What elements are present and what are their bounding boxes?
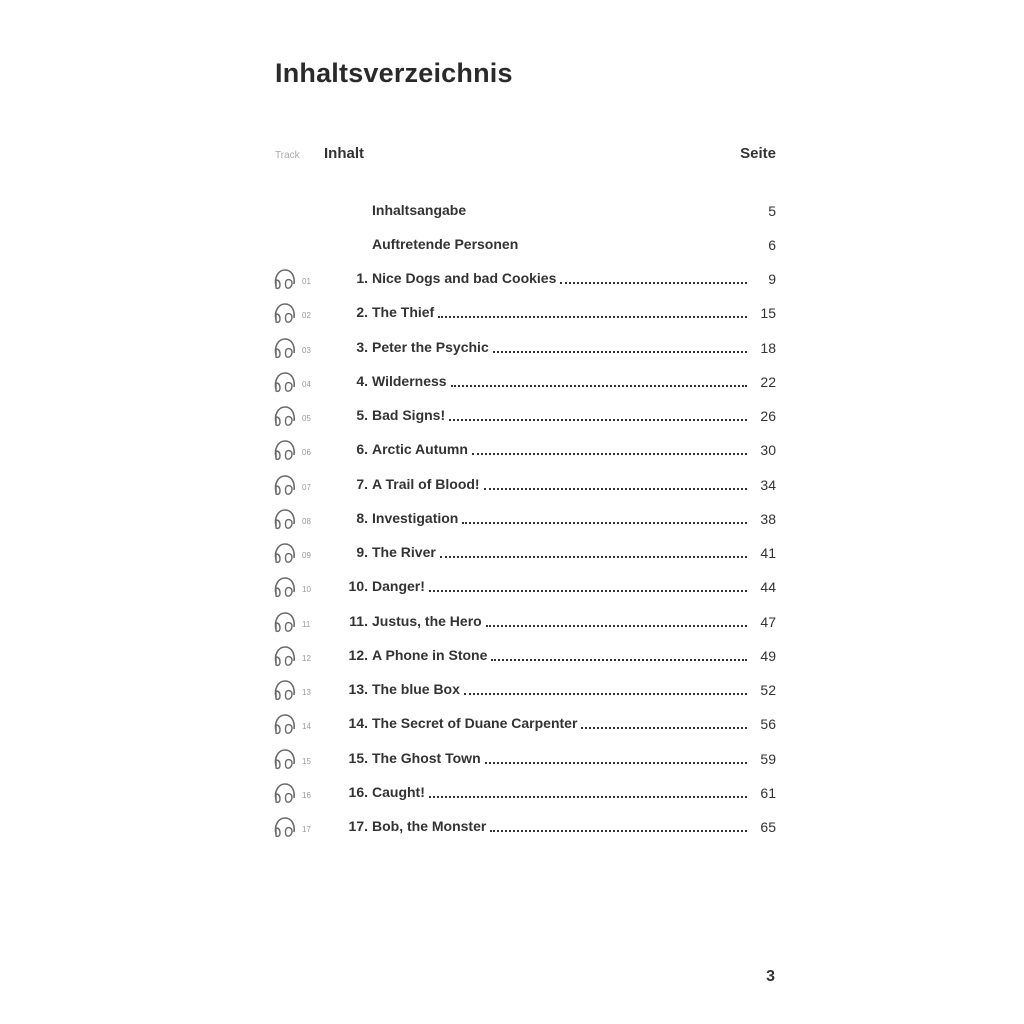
chapter-page: 52 — [760, 682, 776, 698]
chapter-number: 12. — [348, 647, 368, 663]
track-number: 04 — [302, 380, 311, 389]
track-number: 10 — [302, 585, 311, 594]
track-number: 11 — [302, 620, 311, 629]
toc-entry-page: 6 — [768, 237, 776, 253]
toc-chapter-row — [0, 405, 1024, 429]
chapter-title: Caught! — [372, 784, 425, 800]
chapter-page: 18 — [760, 340, 776, 356]
chapter-title: Nice Dogs and bad Cookies — [372, 270, 557, 286]
track-number: 08 — [302, 517, 311, 526]
chapter-number: 13. — [348, 681, 368, 697]
chapter-title: A Trail of Blood! — [372, 476, 480, 492]
track-number: 05 — [302, 414, 311, 423]
chapter-number: 5. — [356, 407, 368, 423]
chapter-page: 15 — [760, 305, 776, 321]
toc-chapter-row — [0, 474, 1024, 498]
track-number: 14 — [302, 722, 311, 731]
toc-chapter-row — [0, 302, 1024, 326]
dot-leader — [464, 693, 747, 695]
toc-chapter-row — [0, 645, 1024, 669]
chapter-page: 61 — [760, 785, 776, 801]
track-number: 02 — [302, 311, 311, 320]
toc-chapter-row — [0, 337, 1024, 361]
dot-leader — [440, 556, 747, 558]
chapter-number: 17. — [348, 818, 368, 834]
chapter-number: 1. — [356, 270, 368, 286]
toc-chapter-row — [0, 611, 1024, 635]
track-number: 17 — [302, 825, 311, 834]
chapter-page: 22 — [760, 374, 776, 390]
toc-entry-page: 5 — [768, 203, 776, 219]
dot-leader — [490, 830, 747, 832]
chapter-number: 16. — [348, 784, 368, 800]
chapter-title: Danger! — [372, 578, 425, 594]
chapter-page: 44 — [760, 579, 776, 595]
chapter-page: 59 — [760, 751, 776, 767]
track-number: 01 — [302, 277, 311, 286]
chapter-number: 2. — [356, 304, 368, 320]
toc-chapter-row — [0, 713, 1024, 737]
toc-chapter-row — [0, 816, 1024, 840]
chapter-page: 34 — [760, 477, 776, 493]
chapter-title: Peter the Psychic — [372, 339, 489, 355]
chapter-title: A Phone in Stone — [372, 647, 488, 663]
toc-front-row — [0, 234, 1024, 258]
chapter-page: 30 — [760, 442, 776, 458]
dot-leader — [493, 351, 747, 353]
chapter-number: 11. — [349, 613, 368, 629]
dot-leader — [560, 282, 747, 284]
column-header-content: Inhalt — [324, 145, 364, 162]
chapter-title: Justus, the Hero — [372, 613, 482, 629]
chapter-number: 15. — [348, 750, 368, 766]
column-header-track: Track — [275, 150, 300, 161]
chapter-page: 47 — [760, 614, 776, 630]
toc-chapter-row — [0, 748, 1024, 772]
track-number: 09 — [302, 551, 311, 560]
dot-leader — [462, 522, 747, 524]
toc-chapter-row — [0, 782, 1024, 806]
chapter-page: 26 — [760, 408, 776, 424]
chapter-title: The Secret of Duane Carpenter — [372, 715, 578, 731]
toc-chapter-row — [0, 439, 1024, 463]
dot-leader — [449, 419, 747, 421]
track-number: 06 — [302, 448, 311, 457]
toc-entry-title: Auftretende Personen — [372, 236, 519, 252]
chapter-page: 9 — [768, 271, 776, 287]
toc-chapter-row — [0, 508, 1024, 532]
dot-leader — [429, 590, 747, 592]
dot-leader — [472, 453, 747, 455]
chapter-number: 10. — [348, 578, 368, 594]
chapter-title: Wilderness — [372, 373, 447, 389]
dot-leader — [491, 659, 747, 661]
chapter-number: 7. — [356, 476, 368, 492]
chapter-title: The blue Box — [372, 681, 460, 697]
dot-leader — [438, 316, 747, 318]
chapter-title: Arctic Autumn — [372, 441, 468, 457]
dot-leader — [486, 625, 747, 627]
chapter-page: 38 — [760, 511, 776, 527]
track-number: 13 — [302, 688, 311, 697]
dot-leader — [451, 385, 747, 387]
chapter-page: 56 — [760, 716, 776, 732]
page-number: 3 — [766, 968, 775, 985]
chapter-number: 6. — [356, 441, 368, 457]
chapter-title: Investigation — [372, 510, 459, 526]
chapter-number: 8. — [356, 510, 368, 526]
track-number: 12 — [302, 654, 311, 663]
toc-chapter-row — [0, 542, 1024, 566]
dot-leader — [485, 762, 747, 764]
toc-chapter-row — [0, 371, 1024, 395]
toc-chapter-row — [0, 268, 1024, 292]
chapter-title: Bob, the Monster — [372, 818, 487, 834]
chapter-number: 14. — [348, 715, 368, 731]
chapter-page: 49 — [760, 648, 776, 664]
toc-chapter-row — [0, 576, 1024, 600]
page-title: Inhaltsverzeichnis — [275, 58, 513, 88]
chapter-number: 9. — [356, 544, 368, 560]
track-number: 15 — [302, 757, 311, 766]
toc-front-row — [0, 200, 1024, 224]
chapter-title: The River — [372, 544, 436, 560]
track-number: 07 — [302, 483, 311, 492]
chapter-title: The Ghost Town — [372, 750, 481, 766]
toc-entry-title: Inhaltsangabe — [372, 202, 467, 218]
column-header-page: Seite — [740, 145, 776, 162]
chapter-title: Bad Signs! — [372, 407, 446, 423]
chapter-page: 41 — [760, 545, 776, 561]
dot-leader — [581, 727, 747, 729]
chapter-title: The Thief — [372, 304, 435, 320]
chapter-number: 3. — [356, 339, 368, 355]
dot-leader — [484, 488, 747, 490]
track-number: 16 — [302, 791, 311, 800]
toc-chapter-row — [0, 679, 1024, 703]
chapter-page: 65 — [760, 819, 776, 835]
track-number: 03 — [302, 346, 311, 355]
chapter-number: 4. — [356, 373, 368, 389]
dot-leader — [429, 796, 747, 798]
